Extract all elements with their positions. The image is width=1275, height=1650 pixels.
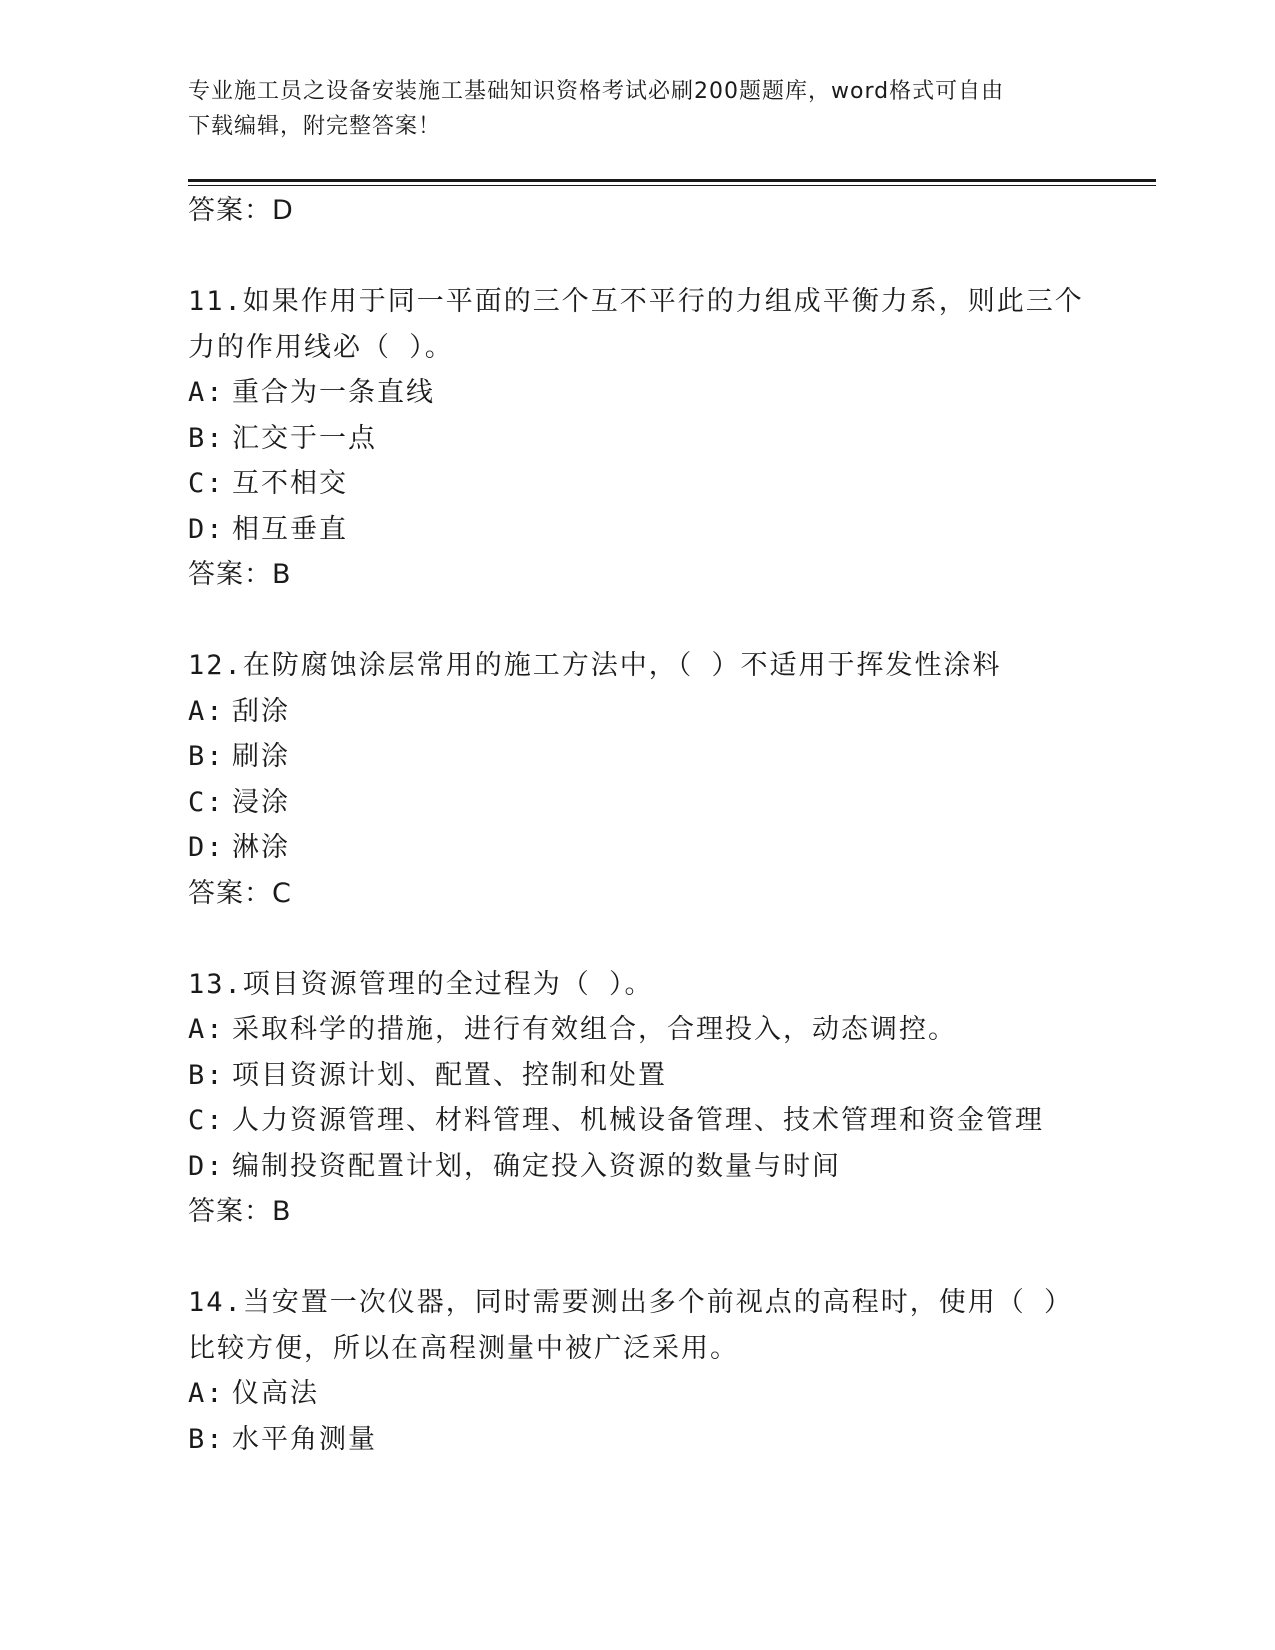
option-letter: B: xyxy=(188,1423,225,1455)
option-a xyxy=(188,370,1088,416)
option-text: 仪高法 xyxy=(232,1378,319,1409)
question-stem-line: 12.在防腐蚀涂层常用的施工方法中，（ ）不适用于挥发性涂料 xyxy=(188,650,1002,681)
option-b xyxy=(188,1417,1088,1463)
option-text: 刮涂 xyxy=(232,695,290,727)
option-letter: A: xyxy=(188,1378,225,1409)
option-text: 水平角测量 xyxy=(232,1423,377,1455)
question-stem-line: 比较方便，所以在高程测量中被广泛采用。 xyxy=(188,1332,739,1364)
option-c xyxy=(188,461,1088,507)
question-12 xyxy=(188,643,1088,916)
option-letter: D: xyxy=(188,1150,225,1182)
option-letter: C: xyxy=(188,786,225,818)
option-text: 浸涂 xyxy=(232,786,290,818)
option-text: 人力资源管理、材料管理、机械设备管理、技术管理和资金管理 xyxy=(232,1105,1044,1136)
answer-line: 答案：B xyxy=(188,1196,292,1227)
option-c xyxy=(188,780,1088,826)
header-line-1: 专业施工员之设备安装施工基础知识资格考试必刷200题题库，word格式可自由 xyxy=(188,79,1005,104)
option-b xyxy=(188,416,1088,462)
option-letter: D: xyxy=(188,513,225,545)
answer-line: 答案：B xyxy=(188,559,292,590)
option-text: 相互垂直 xyxy=(232,513,348,545)
option-d xyxy=(188,507,1088,553)
option-text: 项目资源计划、配置、控制和处置 xyxy=(232,1059,667,1091)
option-d xyxy=(188,1144,1088,1190)
question-14 xyxy=(188,1280,1088,1462)
option-b xyxy=(188,1053,1088,1099)
question-list xyxy=(188,188,1088,1462)
option-text: 淋涂 xyxy=(232,832,290,863)
option-b xyxy=(188,734,1088,780)
answer-line: 答案：C xyxy=(188,877,292,909)
option-text: 采取科学的措施，进行有效组合，合理投入，动态调控。 xyxy=(232,1014,957,1045)
previous-answer: 答案：D xyxy=(188,195,294,226)
option-d xyxy=(188,825,1088,871)
option-letter: D: xyxy=(188,832,225,863)
spacer xyxy=(188,916,1088,962)
option-letter: C: xyxy=(188,468,225,499)
header-rule-thick xyxy=(188,179,1156,182)
header-line-2: 下载编辑，附完整答案！ xyxy=(188,114,442,139)
option-letter: A: xyxy=(188,1014,225,1045)
question-stem-line: 13.项目资源管理的全过程为（ ）。 xyxy=(188,968,654,1000)
question-stem-line: 力的作用线必（ ）。 xyxy=(188,331,454,363)
option-text: 互不相交 xyxy=(232,468,348,499)
option-a xyxy=(188,1371,1088,1417)
option-text: 重合为一条直线 xyxy=(232,377,435,408)
option-letter: A: xyxy=(188,377,225,408)
option-text: 刷涂 xyxy=(232,741,290,772)
option-c xyxy=(188,1098,1088,1144)
option-text: 汇交于一点 xyxy=(232,422,377,454)
option-letter: C: xyxy=(188,1105,225,1136)
question-11 xyxy=(188,279,1088,598)
option-letter: B: xyxy=(188,741,225,772)
question-13 xyxy=(188,962,1088,1235)
question-stem-line: 11.如果作用于同一平面的三个互不平行的力组成平衡力系，则此三个 xyxy=(188,286,1084,317)
document-header xyxy=(188,74,1088,144)
spacer xyxy=(188,234,1088,280)
question-stem-line: 14.当安置一次仪器，同时需要测出多个前视点的高程时，使用（ ） xyxy=(188,1287,1074,1318)
option-a xyxy=(188,689,1088,735)
header-rule-thin xyxy=(188,185,1156,186)
option-text: 编制投资配置计划，确定投入资源的数量与时间 xyxy=(232,1150,841,1182)
spacer xyxy=(188,598,1088,644)
spacer xyxy=(188,1235,1088,1281)
option-letter: B: xyxy=(188,422,225,454)
option-a xyxy=(188,1007,1088,1053)
option-letter: B: xyxy=(188,1059,225,1091)
option-letter: A: xyxy=(188,695,225,727)
